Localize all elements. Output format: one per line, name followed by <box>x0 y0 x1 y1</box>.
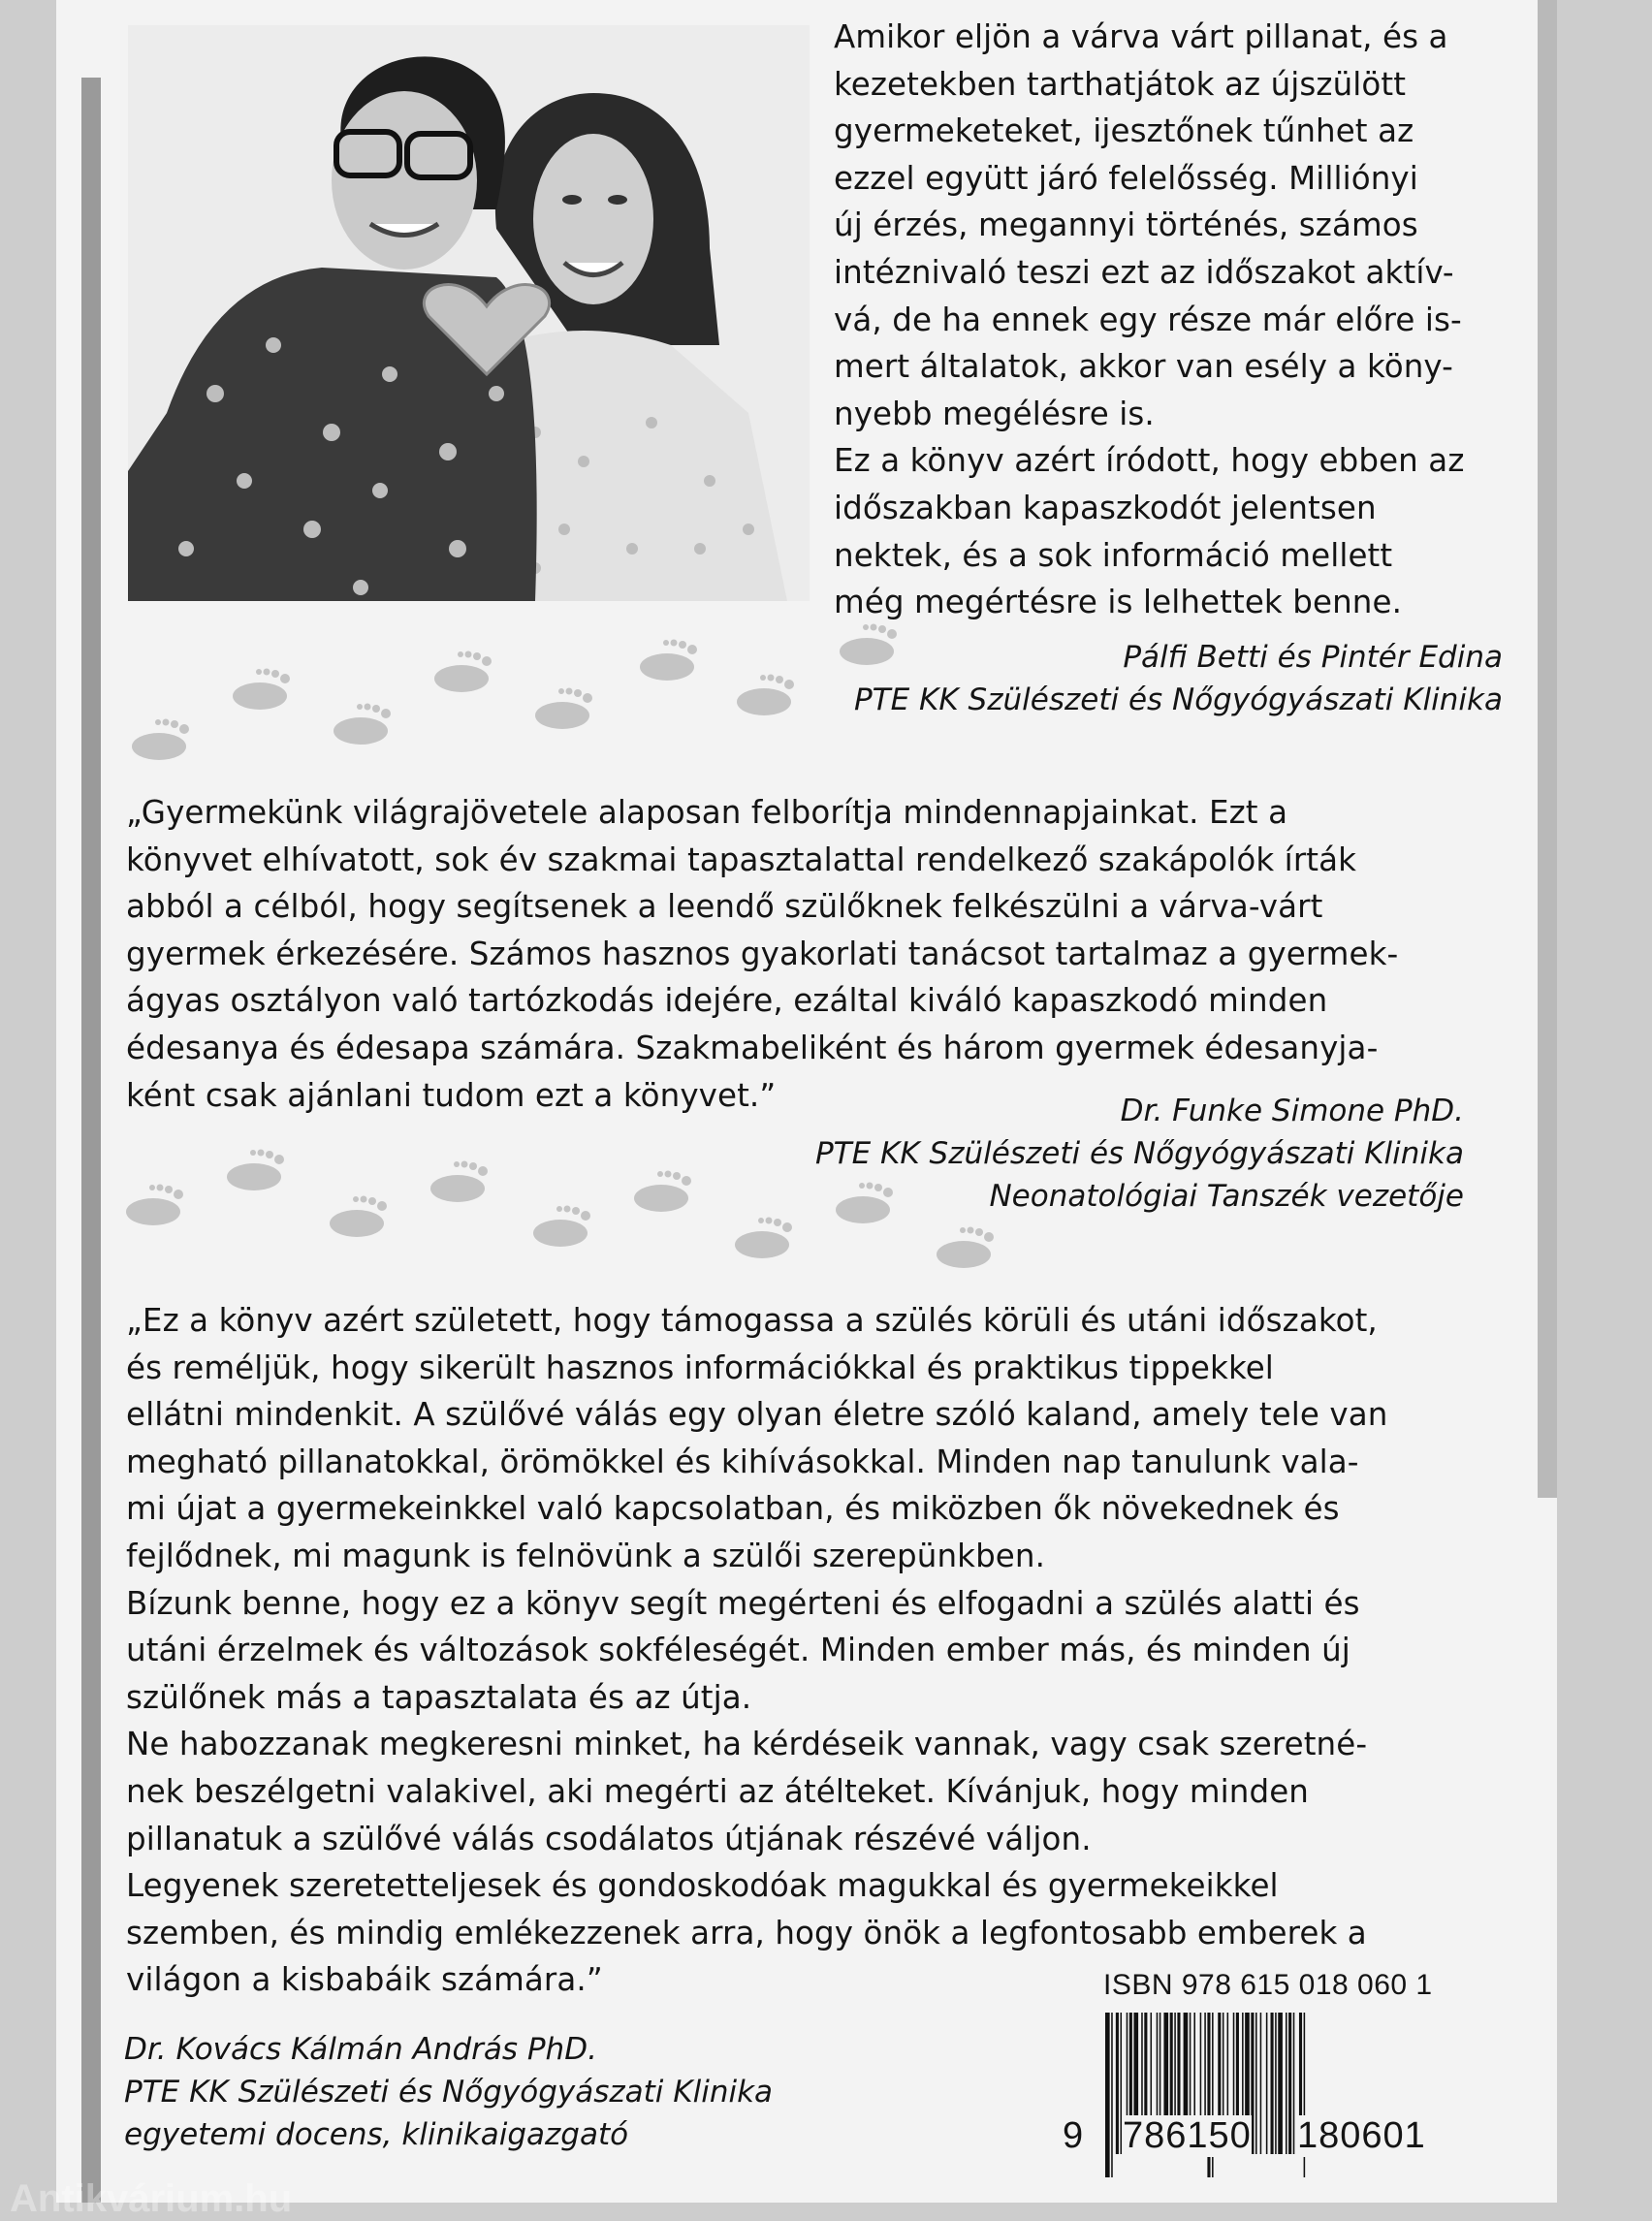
footprint-icon <box>326 700 394 750</box>
quote-line: Ne habozzanak megkeresni minket, ha kérdéseik vannak, vagy csak szeretné- <box>126 1726 1368 1763</box>
intro-line: ezzel együtt járó felelősség. Milliónyi <box>834 159 1418 197</box>
ean-left-group: 786150 <box>1123 2115 1252 2156</box>
quote-kovacs-attribution <box>124 2028 919 2156</box>
quote-line: „Ez a könyv azért született, hogy támogassa a szülés körüli és utáni időszakot, <box>126 1302 1378 1339</box>
footprint-icon <box>219 1146 287 1196</box>
quote-kovacs <box>126 1297 1503 2004</box>
intro-paragraph <box>834 14 1512 626</box>
quote-line: pillanatuk a szülővé válás csodálatos útjának részévé váljon. <box>126 1820 1092 1857</box>
intro-line: Ez a könyv azért íródott, hogy ebben az <box>834 442 1465 480</box>
watermark: Antikvárium.hu <box>10 2177 293 2220</box>
quote-kovacs-affiliation: PTE KK Szülészeti és Nőgyógyászati Klinika <box>124 2075 774 2110</box>
barcode-bar <box>1275 2013 1277 2154</box>
isbn-label: ISBN 978 615 018 060 1 <box>1103 1969 1433 2001</box>
barcode-bar <box>1121 2013 1123 2154</box>
barcode-bar <box>1251 2013 1254 2154</box>
footprint-icon <box>427 648 494 698</box>
intro-line: nyebb megélésre is. <box>834 395 1155 432</box>
footprint-icon <box>632 636 700 686</box>
quote-line: Legyenek szeretetteljesek és gondoskodóak magukkal és gyermekeikkel <box>126 1867 1279 1905</box>
quote-line: szülőnek más a tapasztalata és az útja. <box>126 1678 752 1716</box>
quote-line: utáni érzelmek és változások sokféleségét. Minden ember más, és minden új <box>126 1632 1350 1669</box>
footprint-icon <box>527 684 595 735</box>
barcode-bar <box>1266 2013 1268 2154</box>
footprint-icon <box>423 1158 491 1208</box>
barcode-bar <box>1111 2013 1113 2177</box>
barcode-bar <box>1271 2013 1274 2154</box>
barcode-bar <box>1105 2013 1110 2177</box>
footprint-icon <box>729 671 797 721</box>
barcode-bar <box>1116 2013 1119 2154</box>
footprint-icon <box>727 1214 795 1264</box>
left-decorative-stripe <box>81 78 101 2203</box>
footprint-icon <box>832 620 900 671</box>
authors-photo <box>128 25 810 601</box>
quote-line: ellátni mindenkit. A szülővé válás egy olyan életre szóló kaland, amely tele van <box>126 1396 1388 1434</box>
intro-line: gyermeketeket, ijesztőnek tűnhet az <box>834 112 1414 150</box>
barcode-bar <box>1286 2013 1287 2154</box>
quote-kovacs-role: egyetemi docens, klinikaigazgató <box>124 2117 629 2152</box>
intro-line: Amikor eljön a várva várt pillanat, és a <box>834 18 1448 55</box>
quote-line: „Gyermekünk világrajövetele alaposan felborítja mindennapjainkat. Ezt a <box>126 794 1288 831</box>
intro-line: vá, de ha ennek egy része már előre is- <box>834 301 1462 338</box>
barcode-bar <box>1288 2013 1291 2154</box>
footprint-icon <box>828 1179 896 1229</box>
footprint-icon <box>929 1223 997 1274</box>
intro-line: kezetekben tarthatjátok az újszülött <box>834 65 1407 103</box>
quote-line: édesanya és édesapa számára. Szakmabeliként és három gyermek édesanyja- <box>126 1029 1379 1066</box>
quote-line: Bízunk benne, hogy ez a könyv segít megérteni és elfogadni a szülés alatti és <box>126 1584 1360 1622</box>
footprint-icon <box>118 1181 186 1231</box>
quote-funke <box>126 789 1503 1119</box>
quote-funke-author: Dr. Funke Simone PhD. <box>1120 1094 1464 1128</box>
quote-line: abból a célból, hogy segítsenek a leendő szülőknek felkészülni a várva-várt <box>126 888 1323 926</box>
intro-line: időszakban kapaszkodót jelentsen <box>834 489 1377 526</box>
ean-first-digit: 9 <box>1063 2115 1085 2156</box>
quote-line: nek beszélgetni valakivel, aki megérti az átélteket. Kívánjuk, hogy minden <box>126 1772 1309 1810</box>
footprint-icon <box>322 1192 390 1243</box>
footprint-icon <box>525 1202 593 1253</box>
footprint-icon <box>626 1167 694 1218</box>
right-decorative-stripe <box>1538 0 1557 1498</box>
quote-line: szemben, és mindig emlékezzenek arra, hogy önök a legfontosabb emberek a <box>126 1914 1367 1951</box>
barcode-bar <box>1278 2013 1283 2154</box>
quote-line: mi újat a gyermekeinkkel való kapcsolatban, és miközben ők növekednek és <box>126 1490 1340 1528</box>
barcode-bar <box>1255 2013 1257 2154</box>
footprint-icon <box>124 715 192 766</box>
barcode-bar <box>1260 2013 1262 2154</box>
quote-funke-role: Neonatológiai Tanszék vezetője <box>989 1179 1464 1214</box>
intro-line: intéznivaló teszi ezt az időszakot aktív- <box>834 253 1454 291</box>
quote-line: fejlődnek, mi magunk is felnövünk a szülői szerepünkben. <box>126 1537 1046 1574</box>
quote-line: világon a kisbabáik számára.” <box>126 1961 603 1999</box>
intro-line: még megértésre is lelhettek benne. <box>834 584 1403 621</box>
footprint-icon <box>225 665 293 715</box>
quote-line: és reméljük, hogy sikerült hasznos információkkal és praktikus tippekkel <box>126 1348 1274 1386</box>
intro-line: mert általatok, akkor van esély a köny- <box>834 348 1453 386</box>
ean-right-group: 180601 <box>1297 2115 1426 2156</box>
intro-line: nektek, és a sok információ mellett <box>834 536 1393 574</box>
quote-line: megható pillanatokkal, örömökkel és kihívásokkal. Minden nap tanulunk vala- <box>126 1443 1359 1480</box>
quote-funke-affiliation: PTE KK Szülészeti és Nőgyógyászati Klinika <box>814 1136 1464 1171</box>
barcode-bar <box>1293 2013 1295 2154</box>
quote-kovacs-author: Dr. Kovács Kálmán András PhD. <box>124 2032 597 2067</box>
quote-line: könyvet elhívatott, sok év szakmai tapasztalattal rendelkező szakápolók írták <box>126 841 1357 878</box>
intro-author: Pálfi Betti és Pintér Edina <box>1123 640 1503 675</box>
intro-affiliation: PTE KK Szülészeti és Nőgyógyászati Klinika <box>853 682 1503 717</box>
quote-line: ként csak ajánlani tudom ezt a könyvet.” <box>126 1076 777 1114</box>
quote-line: gyermek érkezésére. Számos hasznos gyakorlati tanácsot tartalmaz a gyermek- <box>126 935 1399 972</box>
quote-line: ágyas osztályon való tartózkodás idejére, ezáltal kiváló kapaszkodó minden <box>126 982 1328 1020</box>
intro-line: új érzés, megannyi történés, számos <box>834 206 1418 244</box>
